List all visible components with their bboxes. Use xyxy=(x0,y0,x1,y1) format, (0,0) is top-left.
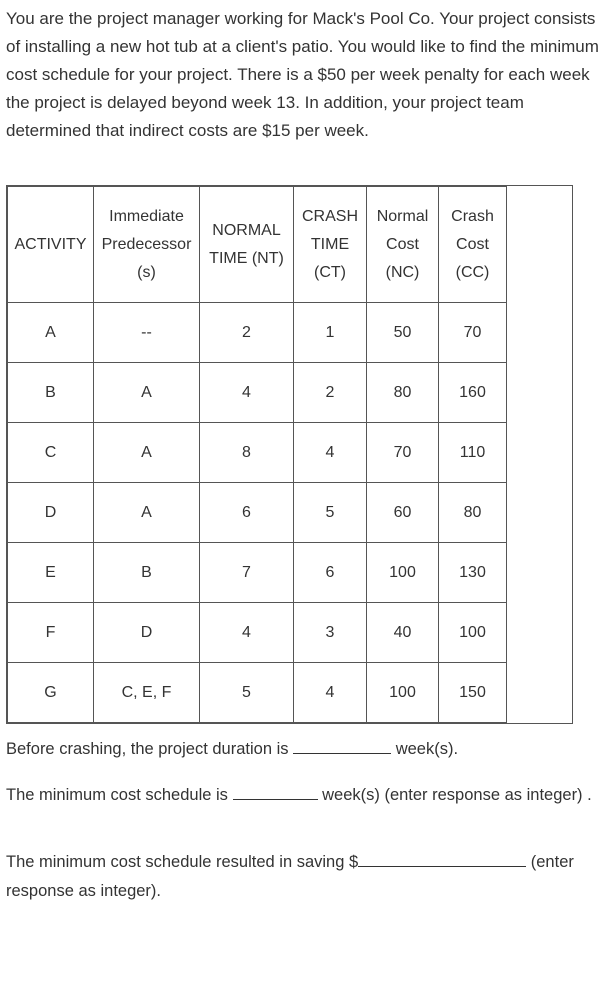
cell-normal-time: 8 xyxy=(200,423,294,483)
cell-normal-time: 7 xyxy=(200,543,294,603)
activity-table-frame xyxy=(6,185,573,724)
cell-crash-cost: 100 xyxy=(439,603,507,663)
header-predecessor: Immediate Predecessor (s) xyxy=(94,187,200,303)
question-min-cost-schedule xyxy=(6,781,596,810)
table-row xyxy=(8,543,507,603)
table-row xyxy=(8,363,507,423)
cell-crash-cost: 150 xyxy=(439,663,507,723)
header-crash-time: CRASH TIME (CT) xyxy=(294,187,367,303)
cell-predecessor: D xyxy=(94,603,200,663)
cell-activity: D xyxy=(8,483,94,543)
cell-predecessor: B xyxy=(94,543,200,603)
cell-normal-time: 4 xyxy=(200,603,294,663)
cell-normal-cost: 80 xyxy=(367,363,439,423)
activity-table xyxy=(7,186,507,723)
cell-crash-cost: 70 xyxy=(439,303,507,363)
cell-normal-time: 4 xyxy=(200,363,294,423)
cell-normal-time: 5 xyxy=(200,663,294,723)
cell-normal-cost: 100 xyxy=(367,663,439,723)
table-row xyxy=(8,663,507,723)
cell-crash-time: 2 xyxy=(294,363,367,423)
header-crash-cost: Crash Cost (CC) xyxy=(439,187,507,303)
table-header-row xyxy=(8,187,507,303)
cell-normal-time: 6 xyxy=(200,483,294,543)
cell-activity: E xyxy=(8,543,94,603)
question-text: The minimum cost schedule resulted in saving $ xyxy=(6,853,359,871)
cell-activity: C xyxy=(8,423,94,483)
cell-predecessor: A xyxy=(94,423,200,483)
cell-crash-time: 1 xyxy=(294,303,367,363)
header-normal-cost: Normal Cost (NC) xyxy=(367,187,439,303)
table-row xyxy=(8,303,507,363)
cell-predecessor: C, E, F xyxy=(94,663,200,723)
cell-predecessor: A xyxy=(94,483,200,543)
question-text: week(s). xyxy=(395,740,459,758)
cell-predecessor: -- xyxy=(94,303,200,363)
question-text: (enter response as integer). xyxy=(6,853,574,900)
question-text: week(s) (enter response as integer) . xyxy=(322,786,592,804)
answer-blank-schedule[interactable] xyxy=(233,781,318,800)
question-text: Before crashing, the project duration is xyxy=(6,740,289,758)
cell-activity: A xyxy=(8,303,94,363)
cell-activity: F xyxy=(8,603,94,663)
cell-normal-cost: 70 xyxy=(367,423,439,483)
cell-crash-cost: 130 xyxy=(439,543,507,603)
cell-crash-cost: 110 xyxy=(439,423,507,483)
table-row xyxy=(8,423,507,483)
header-normal-time: NORMAL TIME (NT) xyxy=(200,187,294,303)
header-activity: ACTIVITY xyxy=(8,187,94,303)
cell-normal-cost: 100 xyxy=(367,543,439,603)
answer-blank-duration[interactable] xyxy=(293,735,391,754)
cell-crash-time: 3 xyxy=(294,603,367,663)
question-project-duration xyxy=(6,735,458,764)
cell-crash-cost: 80 xyxy=(439,483,507,543)
cell-activity: B xyxy=(8,363,94,423)
cell-normal-cost: 60 xyxy=(367,483,439,543)
cell-crash-time: 5 xyxy=(294,483,367,543)
cell-normal-cost: 40 xyxy=(367,603,439,663)
table-row xyxy=(8,603,507,663)
cell-normal-time: 2 xyxy=(200,303,294,363)
answer-blank-savings[interactable] xyxy=(358,848,526,867)
problem-statement: You are the project manager working for Mack's Pool Co. Your project consists of installing a new hot tub at a client's patio. You would like to find the minimum cost schedule for your project. There is a $50 per week penalty for each week the project is delayed beyond week 13. In addition, your project team determined that indirect costs are $15 per week. xyxy=(6,9,599,140)
table-row xyxy=(8,483,507,543)
cell-activity: G xyxy=(8,663,94,723)
question-savings xyxy=(6,848,596,906)
cell-crash-time: 4 xyxy=(294,423,367,483)
cell-crash-time: 4 xyxy=(294,663,367,723)
question-text: The minimum cost schedule is xyxy=(6,786,228,804)
cell-crash-cost: 160 xyxy=(439,363,507,423)
cell-crash-time: 6 xyxy=(294,543,367,603)
cell-predecessor: A xyxy=(94,363,200,423)
cell-normal-cost: 50 xyxy=(367,303,439,363)
